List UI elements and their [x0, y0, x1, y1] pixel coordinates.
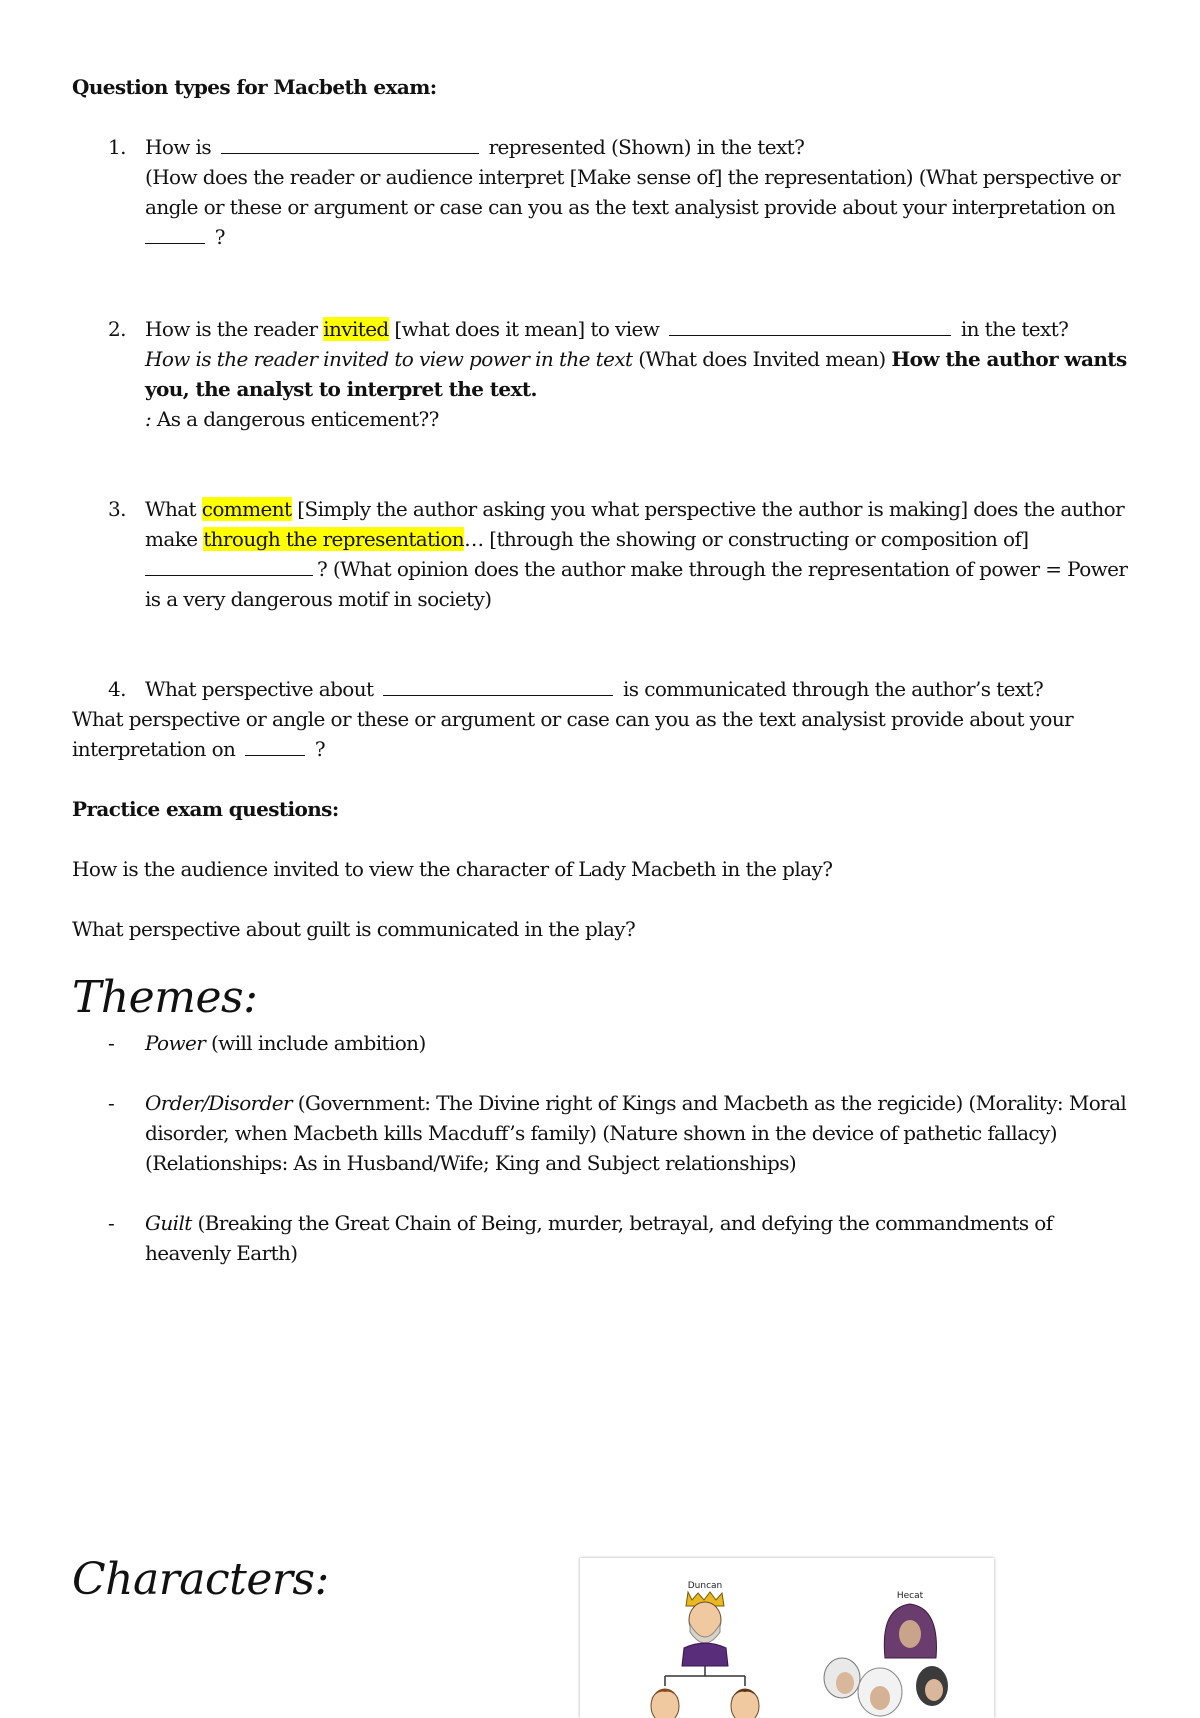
question-text: ? — [214, 225, 225, 249]
practice-question-1: How is the audience invited to view the character of Lady Macbeth in the play? — [72, 857, 833, 881]
list-dash: - — [108, 1031, 115, 1055]
duncan-label: Duncan — [687, 1581, 723, 1591]
question-text: (What does Invited mean) — [638, 347, 886, 371]
theme-name: Guilt — [145, 1211, 192, 1235]
theme-item-power — [108, 1028, 1138, 1058]
question-number: 1. — [108, 135, 126, 159]
tree-connector — [665, 1666, 745, 1686]
question-text: ? (What opinion does the author make through the representation of power = Power is a very dangerous motif in society) — [145, 557, 1128, 611]
question-text: ? — [314, 737, 325, 761]
theme-item-guilt — [108, 1208, 1138, 1268]
answer-blank — [383, 677, 613, 696]
question-4-explanation — [72, 704, 1152, 764]
list-dash: - — [108, 1091, 115, 1115]
themes-heading: Themes: — [72, 972, 258, 1023]
question-text: in the text? — [960, 317, 1069, 341]
hecate-figure — [884, 1604, 936, 1658]
answer-blank — [669, 317, 951, 336]
question-1 — [108, 132, 1138, 252]
question-4 — [108, 674, 1138, 704]
colon-mark: : — [145, 407, 152, 431]
question-text: How is — [145, 135, 212, 159]
theme-name: Order/Disorder — [145, 1091, 292, 1115]
question-number: 2. — [108, 317, 126, 341]
practice-heading: Practice exam questions: — [72, 797, 339, 821]
theme-description: (will include ambition) — [210, 1031, 426, 1055]
page-title: Question types for Macbeth exam: — [72, 75, 437, 99]
witch-figure-middle — [858, 1668, 902, 1716]
highlighted-term: comment — [201, 497, 292, 521]
bold-explanation: How the author wants you, the analyst to interpret the text. — [145, 347, 1127, 401]
hecate-label: Hecat — [896, 1591, 924, 1601]
witch-figure-left — [824, 1658, 860, 1698]
question-text: is communicated through the author’s text? — [623, 677, 1044, 701]
answer-blank — [221, 135, 479, 154]
highlighted-term: invited — [323, 317, 389, 341]
answer-blank — [245, 737, 305, 756]
question-text: … [through the showing or constructing or composition of] — [464, 527, 1029, 551]
answer-blank — [145, 557, 313, 576]
highlighted-term: through the representation — [203, 527, 465, 551]
son-figure-left — [650, 1689, 680, 1718]
question-number: 4. — [108, 677, 126, 701]
italic-example: How is the reader invited to view power in the text — [145, 347, 633, 371]
question-explanation: (How does the reader or audience interpret [Make sense of] the representation) (What perspective or angle or these or argument or case can you as the text analysist provide about your interpretation on — [145, 165, 1121, 219]
question-number: 3. — [108, 497, 126, 521]
son-figure-right — [730, 1689, 760, 1718]
question-2 — [108, 314, 1138, 434]
question-text: As a dangerous enticement?? — [156, 407, 439, 431]
question-explanation: What perspective or angle or these or argument or case can you as the text analysist provide about your interpretation on — [72, 707, 1074, 761]
practice-question-2: What perspective about guilt is communicated in the play? — [72, 917, 636, 941]
theme-description: (Government: The Divine right of Kings and Macbeth as the regicide) (Morality: Moral disorder, when Macbeth kills Macduff’s family) (Nature shown in the device of pathetic fallacy) (Relationships: As in Husband/Wife; King and Subject relationships) — [145, 1091, 1127, 1175]
characters-heading: Characters: — [72, 1554, 329, 1605]
question-text: What — [145, 497, 196, 521]
character-chart-image — [580, 1558, 994, 1718]
question-text: [Simply the author asking you what perspective the author is making] does the author make — [145, 497, 1125, 551]
witch-figure-right — [916, 1666, 948, 1706]
question-text: What perspective about — [145, 677, 374, 701]
list-dash: - — [108, 1211, 115, 1235]
answer-blank — [145, 225, 205, 244]
question-text: How is the reader — [145, 317, 318, 341]
question-3 — [108, 494, 1138, 614]
question-text: [what does it mean] to view — [394, 317, 660, 341]
question-text: represented (Shown) in the text? — [488, 135, 805, 159]
theme-item-order-disorder — [108, 1088, 1138, 1178]
character-illustration — [580, 1558, 994, 1718]
duncan-figure — [682, 1602, 728, 1666]
theme-name: Power — [145, 1031, 206, 1055]
theme-description: (Breaking the Great Chain of Being, murder, betrayal, and defying the commandments of heavenly Earth) — [145, 1211, 1053, 1265]
